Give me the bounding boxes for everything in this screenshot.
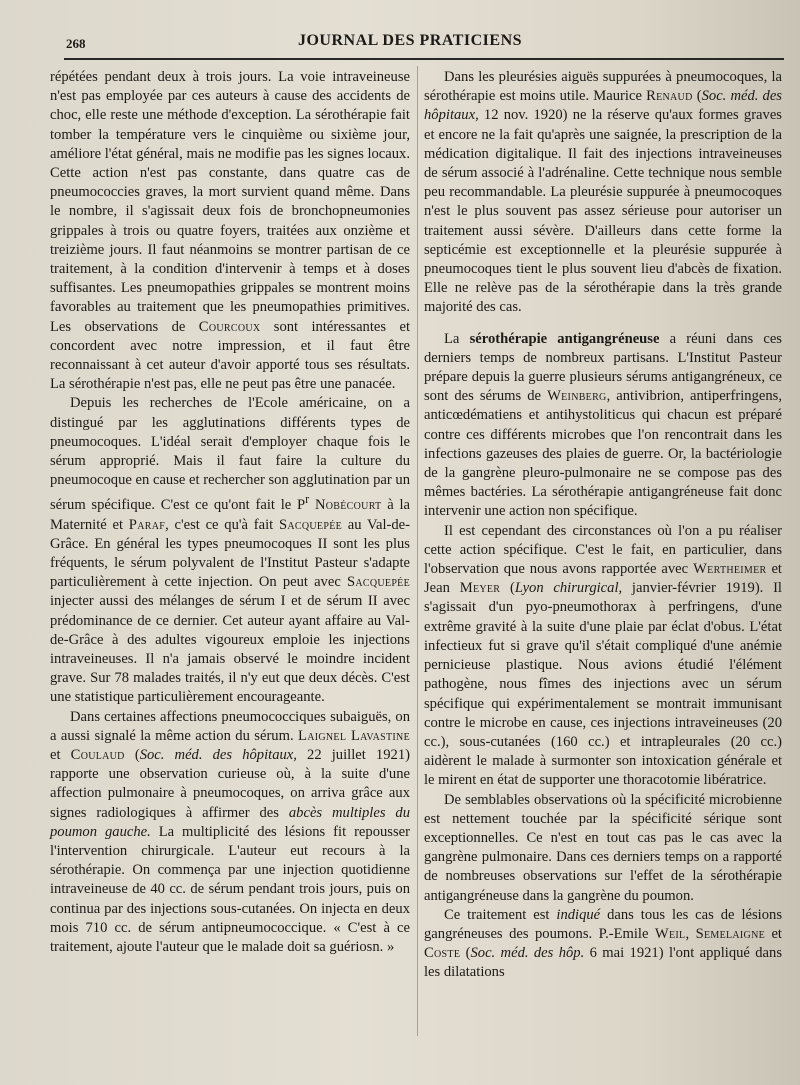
author-name: Semelaigne <box>695 925 765 942</box>
left-column <box>50 68 410 957</box>
author-name: Laignel Lavastine <box>298 727 410 744</box>
text-run: et <box>765 925 782 942</box>
header-rule <box>64 58 784 60</box>
text-run: La <box>444 330 470 347</box>
author-name: Meyer <box>459 580 501 597</box>
author-name: Weil <box>654 925 686 942</box>
bold-heading: sérothérapie antigangréneuse <box>469 330 660 347</box>
emphasis-text: Lyon chirurgical, <box>514 580 623 597</box>
text-run: La multiplicité des lésions fit repousser l'intervention chirurgicale. L'auteur eut recours à la sérothérapie. On commença par une injection quotidienne intraveineuse de 40 cc. de sérum pendant trois jours, puis on continua par des injections sous-cutanées. On injecta en deux mois 710 cc. de sérum antipneumococcique. « C'est à ce traitement, ajoute l'auteur que le malade doit sa guériosn. » <box>50 823 410 955</box>
text-run: 6 mai 1921) l'ont appliqué dans les dilatations <box>424 945 783 981</box>
text-run: Il est cependant des circonstances où l'on a pu réaliser cette action spécifique. C'est le fait, en particulier, dans l'observation que nous avons rapportée avec <box>424 522 782 578</box>
author-name: Coste <box>424 945 461 962</box>
text-run: ( <box>692 88 702 105</box>
paragraph <box>50 708 410 958</box>
text-run: à la Maternité et <box>50 497 410 533</box>
author-name: Renaud <box>646 88 693 105</box>
text-run: et <box>50 746 71 763</box>
emphasis-text: Soc. méd. des hôpitaux, <box>424 88 782 124</box>
text-run: 22 juillet 1921) rapporte une observation curieuse où, à la suite d'une affection pulmonaire à pneumocoques, on arriva grâce aux signes radiologiques à affirmer des <box>50 746 410 821</box>
author-name: Coulaud <box>70 746 125 763</box>
text-run: sont intéressantes et concordent avec notre impression, et il faut être reconnaissant à cet auteur d'avoir apporté tous ses résultats. La sérothérapie n'est pas, elle ne peut pas être une panacée. <box>50 318 410 393</box>
paragraph <box>424 522 782 791</box>
author-name: Sacquepée <box>346 574 410 591</box>
emphasis-text: Soc. méd. des hôpitaux, <box>139 746 297 763</box>
emphasis-text: indiqué <box>556 906 601 923</box>
page-header <box>40 32 780 56</box>
paragraph <box>424 68 782 318</box>
paragraph <box>50 394 410 707</box>
text-run: r <box>305 492 310 507</box>
text-run: injecter aussi des mélanges de sérum I et de sérum II avec prédominance de ce dernier. Cet auteur ayant affaire au Val-de-Grâce à des adultes vigoureux emploie les injections intraveineuses. Il n'a jamais observé le moindre incident grave. Sur 78 malades traités, il n'y eut que deux décès. C'est une statistique particulièrement encourageante. <box>50 593 410 706</box>
text-run: , <box>685 925 696 942</box>
text-run: De semblables observations où la spécificité microbienne est nettement touchée par la spécificité sérique sont exceptionnelles. Ce n'est en tout cas pas le cas avec la gangrène pulmonaire. Dans ces derniers temps on a rapporté de nombreuses observations sur l'effet de la sérothérapie antigangréneuse dans la gangrène du poumon. <box>424 791 782 904</box>
column-divider <box>417 66 418 1036</box>
paragraph <box>424 791 782 906</box>
text-run: ( <box>124 746 140 763</box>
author-name: Wertheimer <box>693 561 767 578</box>
author-name: Nobécourt <box>314 497 382 514</box>
journal-title: JOURNAL DES PRATICIENS <box>297 32 523 49</box>
text-run: ( <box>500 580 515 597</box>
author-name: Courcoux <box>198 318 261 335</box>
text-run: a réuni dans ces derniers temps de nombreux partisans. L'Institut Pasteur prépare depuis la guerre plusieurs sérums antigangréneux, ce sont des sérums de <box>424 330 782 405</box>
text-run: répétées pendant deux à trois jours. La voie intraveineuse n'est pas employée par ces auteurs à cause des accidents de choc, elle reste une méthode d'exception. La sérothérapie fait tomber la température vers le cinquième ou sixième jour, améliore l'état général, mais ne modifie pas les signes locaux. Cette action n'est pas constante, dans quatre cas de pneumococcies graves, la mort survient quand même. Dans le nombre, il s'agissait deux fois de bronchopneumonies grippales à trois ou quatre foyers, traitées aux onzième et treizième jours. Il faut néanmoins se montrer partisan de ce traitement, à la condition d'intervenir à temps et à doses suffisantes. Les pneumopathies grippales se montrent moins favorables au traitement que les pneumopathies primitives. Les observations de <box>50 69 410 335</box>
text-run: , c'est ce qu'à fait <box>165 516 279 533</box>
author-name: Paraf <box>128 516 166 533</box>
text-run: Ce traitement est <box>444 906 557 923</box>
text-run: janvier-février 1919). Il s'agissait d'un pyo-pneumothorax à perfringens, d'une extrême gravité à la suite d'une plaie par éclat d'obus. L'état infectieux fut si grave qu'il s'était compliqué d'une anémie pernicieuse plastique. Nous avions étudié l'élément pathogène, nous fîmes des injections avec un sérum spécifique qui expérimentalement se montrait immunisant contre le microbe en cause, ces injections intraveineuses (20 cc.), sous-cutanées (160 cc.) et intrapleurales (20 cc.) aidèrent le malade à surmonter son intoxication générale et le mirent en état de supporter une thoracotomie libératrice. <box>424 580 782 789</box>
paragraph <box>50 68 410 394</box>
paragraph <box>424 330 782 522</box>
text-run: ( <box>460 945 471 962</box>
author-name: Sacquepée <box>278 516 343 533</box>
right-column <box>424 68 782 983</box>
author-name: Weinberg <box>547 388 607 405</box>
paragraph <box>424 906 782 983</box>
text-run: Dans certaines affections pneumococciques subaiguës, on a aussi signalé la même action du sérum. <box>50 708 410 744</box>
text-run: , antivibrion, antiperfringens, anticœdématiens et antihystoliticus qui chacun est préparé contre ces différents microbes que l'on rencontrait dans les infections gazeuses des plaies de guerre. Or, la bactériologie de la gangrène pleuro-pulmonaire ne se compose pas des mêmes bactéries. La sérothérapie antigangréneuse fait donc intervenir une action non spécifique. <box>424 388 783 520</box>
emphasis-text: Soc. méd. des hôp. <box>470 945 585 962</box>
text-run: au Val-de-Grâce. En général les types pneumocoques II sont les plus fréquents, le sérum polyvalent de l'Institut Pasteur s'adapte particulièrement à cette injection. On peut avec <box>50 516 410 591</box>
text-run: dans tous les cas de lésions gangréneuses des poumons. P.-Emile <box>424 906 782 942</box>
page-number: 268 <box>66 36 86 51</box>
text-run: Dans les pleurésies aiguës suppurées à pneumocoques, la sérothérapie est moins utile. Maurice <box>424 69 782 105</box>
emphasis-text: abcès multiples du poumon gauche. <box>50 804 410 840</box>
text-run: 12 nov. 1920) ne la réserve qu'aux formes graves et encore ne la fait qu'après une saignée, la prescription de la médication digitalique. Il fait des injections intraveineuses de sérum associé à l'adrénaline. Cette technique nous semble peu recommandable. La pleurésie suppurée à pneumocoques n'est le plus souvent pas assez sérieuse pour autoriser un traitement aussi sévère. D'ailleurs dans cette forme la septicémie est exceptionnelle et la pleurésie suppurée à pneumocoques tient le plus souvent lieu d'abcès de fixation. Elle ne relève pas de la sérothérapie dans la très grande majorité des cas. <box>424 107 782 316</box>
text-run: Depuis les recherches de l'Ecole américaine, on a distingué par les agglutinations différents types de pneumocoques. L'idéal serait d'employer chaque fois le sérum approprié. Mais il faut faire la culture du pneumocoque en cause et rechercher son agglutination par un sérum spécifique. C'est ce qu'ont fait le P <box>50 395 410 514</box>
text-run: et Jean <box>424 561 782 597</box>
